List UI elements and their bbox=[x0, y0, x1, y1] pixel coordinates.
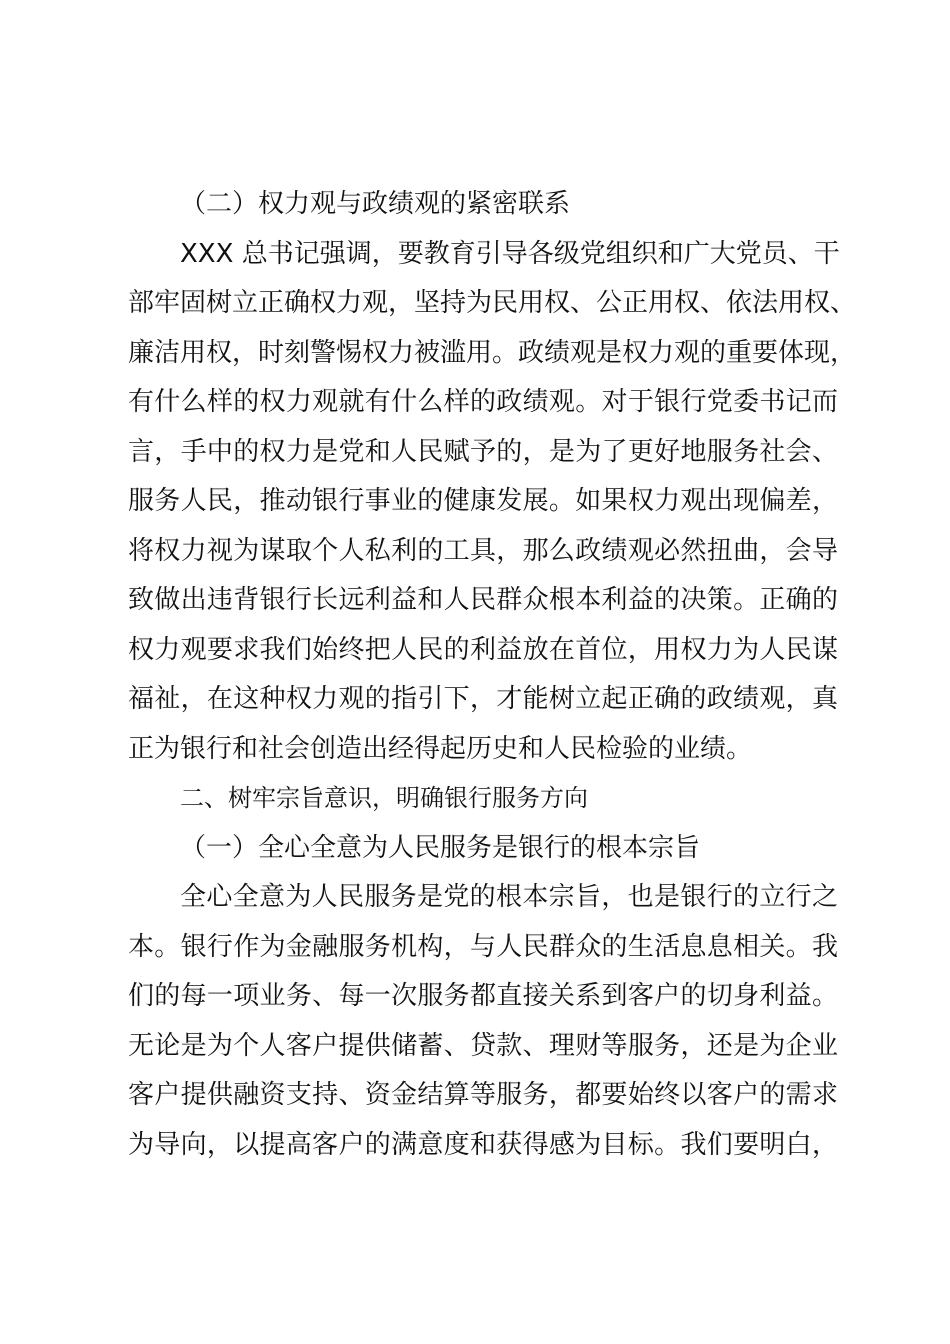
subheading-power-and-performance: （二）权力观与政绩观的紧密联系 bbox=[180, 189, 571, 219]
paragraph-line: 服务人民，推动银行事业的健康发展。如果权力观出现偏差， bbox=[128, 486, 838, 516]
paragraph-line: 本。银行作为金融服务机构，与人民群众的生活息息相关。我 bbox=[128, 931, 838, 962]
paragraph-line: 将权力视为谋取个人私利的工具，那么政绩观必然扭曲，会导 bbox=[128, 535, 838, 566]
paragraph-line: 有什么样的权力观就有什么样的政绩观。对于银行党委书记而 bbox=[128, 387, 838, 417]
paragraph-serve-the-people bbox=[128, 873, 838, 1170]
paragraph-line: 无论是为个人客户提供储蓄、贷款、理财等服务，还是为企业 bbox=[128, 1030, 838, 1061]
subheading-serve-the-people: （一）全心全意为人民服务是银行的根本宗旨 bbox=[180, 832, 701, 863]
paragraph-line: 言，手中的权力是党和人民赋予的，是为了更好地服务社会、 bbox=[128, 436, 838, 467]
paragraph-line: 权力观要求我们始终把人民的利益放在首位，用权力为人民谋 bbox=[128, 634, 838, 665]
paragraph-line: 们的每一项业务、每一次服务都直接关系到客户的切身利益。 bbox=[128, 981, 838, 1011]
paragraph-line: 正为银行和社会创造出经得起历史和人民检验的业绩。 bbox=[128, 733, 753, 764]
document-body bbox=[128, 180, 857, 1170]
paragraph-line: XXX 总书记强调，要教育引导各级党组织和广大党员、干 bbox=[180, 238, 840, 269]
section-heading-service-direction: 二、树牢宗旨意识，明确银行服务方向 bbox=[180, 784, 588, 812]
paragraph-line: 部牢固树立正确权力观，坚持为民用权、公正用权、依法用权、 bbox=[128, 288, 857, 318]
paragraph-line: 客户提供融资支持、资金结算等服务，都要始终以客户的需求 bbox=[128, 1080, 838, 1110]
paragraph-line: 致做出违背银行长远利益和人民群众根本利益的决策。正确的 bbox=[128, 585, 838, 615]
paragraph-line: 为导向，以提高客户的满意度和获得感为目标。我们要明白， bbox=[128, 1129, 838, 1160]
paragraph-line: 福祉，在这种权力观的指引下，才能树立起正确的政绩观，真 bbox=[128, 684, 838, 714]
paragraph-line: 全心全意为人民服务是党的根本宗旨，也是银行的立行之 bbox=[180, 882, 838, 912]
paragraph-line: 廉洁用权，时刻警惕权力被滥用。政绩观是权力观的重要体现， bbox=[128, 337, 857, 368]
paragraph-power-view bbox=[128, 230, 857, 775]
